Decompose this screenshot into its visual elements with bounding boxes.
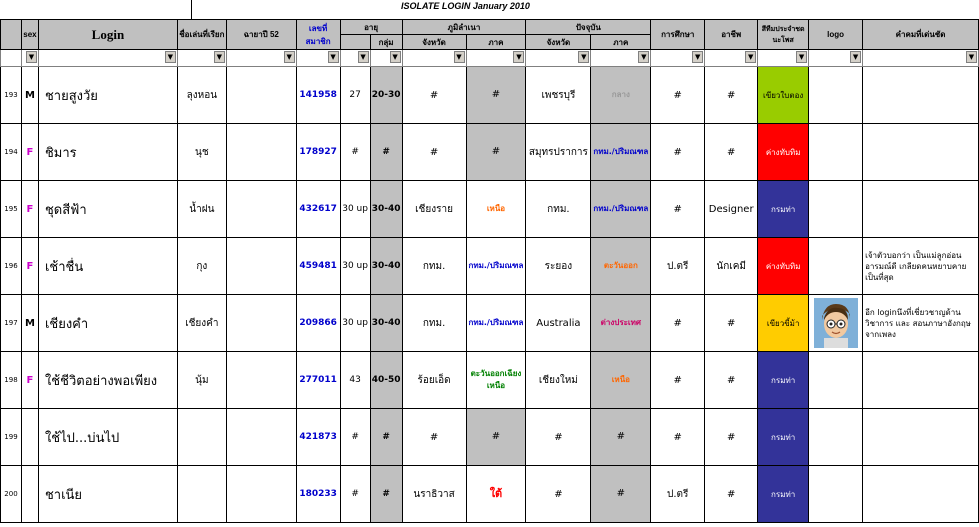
login-cell[interactable]: เชียงคำ xyxy=(38,295,177,352)
quote-cell[interactable] xyxy=(863,352,979,409)
member-cell[interactable]: 421873 xyxy=(296,409,340,466)
occupation-cell[interactable]: # xyxy=(705,67,758,124)
hometown-province-cell[interactable]: # xyxy=(402,124,466,181)
age-cell[interactable]: # xyxy=(340,409,370,466)
header-current-region: ภาค xyxy=(591,35,651,50)
occupation-cell[interactable]: นักเคมี xyxy=(705,238,758,295)
age-cell[interactable]: 30 up xyxy=(340,181,370,238)
filter-dropdown-button[interactable]: ▼ xyxy=(26,51,37,63)
logo-cell[interactable] xyxy=(809,238,863,295)
current-province-cell[interactable]: เชียงใหม่ xyxy=(526,352,591,409)
nickname-cell[interactable]: นุช xyxy=(177,124,226,181)
table-row[interactable] xyxy=(1,181,979,238)
member-cell[interactable]: 277011 xyxy=(296,352,340,409)
filter-row xyxy=(1,50,979,67)
row-index[interactable]: 195 xyxy=(1,181,22,238)
filter-cell xyxy=(402,50,466,67)
filter-cell xyxy=(466,50,526,67)
nickname-cell[interactable]: ลุงหอน xyxy=(177,67,226,124)
row-index[interactable]: 198 xyxy=(1,352,22,409)
hometown-province-cell[interactable]: เชียงราย xyxy=(402,181,466,238)
header-occupation: อาชีพ xyxy=(705,20,758,50)
header-education: การศึกษา xyxy=(651,20,705,50)
hometown-province-cell[interactable]: # xyxy=(402,67,466,124)
age-group-cell[interactable]: # xyxy=(370,466,402,523)
current-province-cell[interactable]: Australia xyxy=(526,295,591,352)
data-table xyxy=(0,19,979,523)
nickname-cell[interactable]: กุง xyxy=(177,238,226,295)
quote-cell[interactable] xyxy=(863,466,979,523)
year-cell[interactable] xyxy=(226,124,296,181)
current-province-cell[interactable]: # xyxy=(526,409,591,466)
current-region-cell[interactable]: ต่างประเทศ xyxy=(591,295,651,352)
header-hometown-region: ภาค xyxy=(466,35,526,50)
sex-cell[interactable]: M xyxy=(21,67,38,124)
filter-dropdown-button[interactable]: ▼ xyxy=(454,51,465,63)
login-cell[interactable]: ชายสูงวัย xyxy=(38,67,177,124)
filter-dropdown-button[interactable]: ▼ xyxy=(692,51,703,63)
filter-cell xyxy=(340,50,370,67)
year-cell[interactable] xyxy=(226,409,296,466)
current-region-cell[interactable]: ตะวันออก xyxy=(591,238,651,295)
filter-dropdown-button[interactable]: ▼ xyxy=(796,51,807,63)
quote-cell[interactable]: เจ้าตัวบอกว่า เป็นแม่ลูกอ่อนอารมณ์ดี เกลียดคนหยาบคายเป็นที่สุด xyxy=(863,238,979,295)
hometown-region-cell[interactable]: เหนือ xyxy=(466,181,526,238)
age-cell[interactable]: 30 up xyxy=(340,238,370,295)
header-year: ฉายาปี 52 xyxy=(226,20,296,50)
hometown-province-cell[interactable]: นราธิวาส xyxy=(402,466,466,523)
hometown-region-cell[interactable]: # xyxy=(466,67,526,124)
age-group-cell[interactable]: 30-40 xyxy=(370,295,402,352)
current-province-cell[interactable]: # xyxy=(526,466,591,523)
filter-cell xyxy=(809,50,863,67)
team-cell[interactable]: ค่างทับทิม xyxy=(758,238,809,295)
team-cell[interactable]: กรมท่า xyxy=(758,409,809,466)
table-row[interactable] xyxy=(1,409,979,466)
filter-cell xyxy=(177,50,226,67)
filter-dropdown-button[interactable]: ▼ xyxy=(745,51,756,63)
education-cell[interactable]: # xyxy=(651,352,705,409)
row-index[interactable]: 196 xyxy=(1,238,22,295)
education-cell[interactable]: ป.ตรี xyxy=(651,466,705,523)
age-cell[interactable]: 43 xyxy=(340,352,370,409)
login-cell[interactable]: ชาเนีย xyxy=(38,466,177,523)
nickname-cell[interactable]: นุ้ม xyxy=(177,352,226,409)
header-index xyxy=(1,20,22,50)
filter-dropdown-button[interactable]: ▼ xyxy=(214,51,225,63)
team-cell[interactable]: เขียวขี้ม้า xyxy=(758,295,809,352)
age-cell[interactable]: 30 up xyxy=(340,295,370,352)
table-row[interactable] xyxy=(1,238,979,295)
header-sex: sex xyxy=(21,20,38,50)
header-logo: logo xyxy=(809,20,863,50)
logo-cell[interactable] xyxy=(809,466,863,523)
hometown-province-cell[interactable]: กทม. xyxy=(402,295,466,352)
row-index[interactable]: 193 xyxy=(1,67,22,124)
logo-cell[interactable] xyxy=(809,295,863,352)
team-cell[interactable]: กรมท่า xyxy=(758,352,809,409)
filter-cell xyxy=(1,50,22,67)
education-cell[interactable]: # xyxy=(651,67,705,124)
occupation-cell[interactable]: # xyxy=(705,295,758,352)
member-cell[interactable]: 141958 xyxy=(296,67,340,124)
sex-cell[interactable] xyxy=(21,466,38,523)
team-cell[interactable]: กรมท่า xyxy=(758,181,809,238)
table-row[interactable] xyxy=(1,67,979,124)
header-age-group: กลุ่ม xyxy=(370,35,402,50)
header-hometown: ภูมิลำเนา xyxy=(402,20,526,35)
filter-cell xyxy=(705,50,758,67)
age-cell[interactable]: # xyxy=(340,466,370,523)
occupation-cell[interactable]: # xyxy=(705,124,758,181)
member-cell[interactable]: 459481 xyxy=(296,238,340,295)
filter-cell xyxy=(38,50,177,67)
header-current: ปัจจุบัน xyxy=(526,20,651,35)
occupation-cell[interactable]: # xyxy=(705,466,758,523)
quote-cell[interactable]: อีก loginนึงที่เชี่ยวชาญด้านวิชาการ และ สอนภาษาอังกฤษจากเพลง xyxy=(863,295,979,352)
hometown-region-cell[interactable]: # xyxy=(466,409,526,466)
education-cell[interactable]: # xyxy=(651,124,705,181)
row-index[interactable]: 199 xyxy=(1,409,22,466)
year-cell[interactable] xyxy=(226,466,296,523)
table-body xyxy=(1,67,979,523)
hometown-region-cell[interactable]: กทม./ปริมณฑล xyxy=(466,295,526,352)
filter-dropdown-button[interactable]: ▼ xyxy=(513,51,524,63)
filter-dropdown-button[interactable]: ▼ xyxy=(966,51,977,63)
current-province-cell[interactable]: สมุทรปราการ xyxy=(526,124,591,181)
occupation-cell[interactable]: # xyxy=(705,409,758,466)
logo-cell[interactable] xyxy=(809,409,863,466)
logo-cell[interactable] xyxy=(809,124,863,181)
filter-cell xyxy=(370,50,402,67)
logo-cell[interactable] xyxy=(809,181,863,238)
header-age: อายุ xyxy=(340,20,402,35)
current-province-cell[interactable]: กทม. xyxy=(526,181,591,238)
sex-cell[interactable]: F xyxy=(21,124,38,181)
sex-cell[interactable] xyxy=(21,409,38,466)
current-region-cell[interactable]: กลาง xyxy=(591,67,651,124)
sex-cell[interactable]: M xyxy=(21,295,38,352)
sex-cell[interactable]: F xyxy=(21,352,38,409)
sheet-title: ISOLATE LOGIN January 2010 xyxy=(401,1,530,11)
team-cell[interactable]: ค่างทับทิม xyxy=(758,124,809,181)
login-cell[interactable]: ใช้ชีวิตอย่างพอเพียง xyxy=(38,352,177,409)
filter-dropdown-button[interactable]: ▼ xyxy=(638,51,649,63)
nickname-cell[interactable] xyxy=(177,409,226,466)
filter-dropdown-button[interactable]: ▼ xyxy=(390,51,401,63)
table-row[interactable] xyxy=(1,352,979,409)
hometown-province-cell[interactable]: ร้อยเอ็ด xyxy=(402,352,466,409)
hometown-region-cell[interactable]: ใต้ xyxy=(466,466,526,523)
current-region-cell[interactable]: เหนือ xyxy=(591,352,651,409)
hometown-province-cell[interactable]: กทม. xyxy=(402,238,466,295)
current-province-cell[interactable]: เพชรบุรี xyxy=(526,67,591,124)
nickname-cell[interactable] xyxy=(177,466,226,523)
hometown-region-cell[interactable]: ตะวันออกเฉียงเหนือ xyxy=(466,352,526,409)
title-divider xyxy=(191,0,192,19)
age-group-cell[interactable]: 20-30 xyxy=(370,67,402,124)
age-group-cell[interactable]: 40-50 xyxy=(370,352,402,409)
current-region-cell[interactable]: # xyxy=(591,409,651,466)
age-group-cell[interactable]: # xyxy=(370,124,402,181)
filter-cell xyxy=(21,50,38,67)
filter-dropdown-button[interactable]: ▼ xyxy=(578,51,589,63)
header-quote: คำคมที่เด่นชัด xyxy=(863,20,979,50)
age-group-cell[interactable]: 30-40 xyxy=(370,238,402,295)
title-bar xyxy=(0,0,979,19)
hometown-region-cell[interactable]: กทม./ปริมณฑล xyxy=(466,238,526,295)
header-login: Login xyxy=(38,20,177,50)
member-cell[interactable]: 209866 xyxy=(296,295,340,352)
login-cell[interactable]: ชิมาร xyxy=(38,124,177,181)
occupation-cell[interactable]: # xyxy=(705,352,758,409)
filter-cell xyxy=(758,50,809,67)
current-region-cell[interactable]: กทม./ปริมณฑล xyxy=(591,181,651,238)
header-current-province: จังหวัด xyxy=(526,35,591,50)
filter-cell xyxy=(526,50,591,67)
filter-dropdown-button[interactable]: ▼ xyxy=(850,51,861,63)
filter-cell xyxy=(296,50,340,67)
logo-cell[interactable] xyxy=(809,352,863,409)
header-member: เลขที่สมาชิก xyxy=(296,20,340,50)
education-cell[interactable]: # xyxy=(651,295,705,352)
filter-dropdown-button[interactable]: ▼ xyxy=(328,51,339,63)
filter-cell xyxy=(226,50,296,67)
age-group-cell[interactable]: # xyxy=(370,409,402,466)
nickname-cell[interactable]: เชียงคำ xyxy=(177,295,226,352)
year-cell[interactable] xyxy=(226,352,296,409)
quote-cell[interactable] xyxy=(863,124,979,181)
education-cell[interactable]: # xyxy=(651,409,705,466)
sex-cell[interactable]: F xyxy=(21,238,38,295)
header-team: สีทีมประจำชดนะโพส xyxy=(758,20,809,50)
quote-cell[interactable] xyxy=(863,67,979,124)
row-index[interactable]: 200 xyxy=(1,466,22,523)
education-cell[interactable]: ป.ตรี xyxy=(651,238,705,295)
table-row[interactable] xyxy=(1,124,979,181)
row-index[interactable]: 194 xyxy=(1,124,22,181)
filter-dropdown-button[interactable]: ▼ xyxy=(358,51,369,63)
quote-cell[interactable] xyxy=(863,181,979,238)
nickname-cell[interactable]: น้ำฝน xyxy=(177,181,226,238)
member-cell[interactable]: 432617 xyxy=(296,181,340,238)
filter-dropdown-button[interactable]: ▼ xyxy=(284,51,295,63)
hometown-region-cell[interactable]: # xyxy=(466,124,526,181)
login-cell[interactable]: ชุดสีฟ้า xyxy=(38,181,177,238)
filter-cell xyxy=(591,50,651,67)
filter-dropdown-button[interactable]: ▼ xyxy=(165,51,176,63)
filter-cell xyxy=(651,50,705,67)
login-cell[interactable]: ใช้ไป...บ่นไป xyxy=(38,409,177,466)
current-region-cell[interactable]: # xyxy=(591,466,651,523)
year-cell[interactable] xyxy=(226,67,296,124)
logo-cell[interactable] xyxy=(809,67,863,124)
age-cell[interactable]: 27 xyxy=(340,67,370,124)
year-cell[interactable] xyxy=(226,295,296,352)
header-hometown-province: จังหวัด xyxy=(402,35,466,50)
filter-cell xyxy=(863,50,979,67)
hometown-province-cell[interactable]: # xyxy=(402,409,466,466)
avatar-icon xyxy=(814,298,858,348)
team-cell[interactable]: กรมท่า xyxy=(758,466,809,523)
age-cell[interactable]: # xyxy=(340,124,370,181)
row-index[interactable]: 197 xyxy=(1,295,22,352)
header-nickname: ชื่อเล่นที่เรียก xyxy=(177,20,226,50)
member-cell[interactable]: 180233 xyxy=(296,466,340,523)
login-cell[interactable]: เช้าชื่น xyxy=(38,238,177,295)
education-cell[interactable]: # xyxy=(651,181,705,238)
member-cell[interactable]: 178927 xyxy=(296,124,340,181)
year-cell[interactable] xyxy=(226,238,296,295)
occupation-cell[interactable]: Designer xyxy=(705,181,758,238)
team-cell[interactable]: เขียวใบตอง xyxy=(758,67,809,124)
current-province-cell[interactable]: ระยอง xyxy=(526,238,591,295)
age-group-cell[interactable]: 30-40 xyxy=(370,181,402,238)
year-cell[interactable] xyxy=(226,181,296,238)
quote-cell[interactable] xyxy=(863,409,979,466)
sex-cell[interactable]: F xyxy=(21,181,38,238)
table-row[interactable] xyxy=(1,295,979,352)
table-row[interactable] xyxy=(1,466,979,523)
current-region-cell[interactable]: กทม./ปริมณฑล xyxy=(591,124,651,181)
